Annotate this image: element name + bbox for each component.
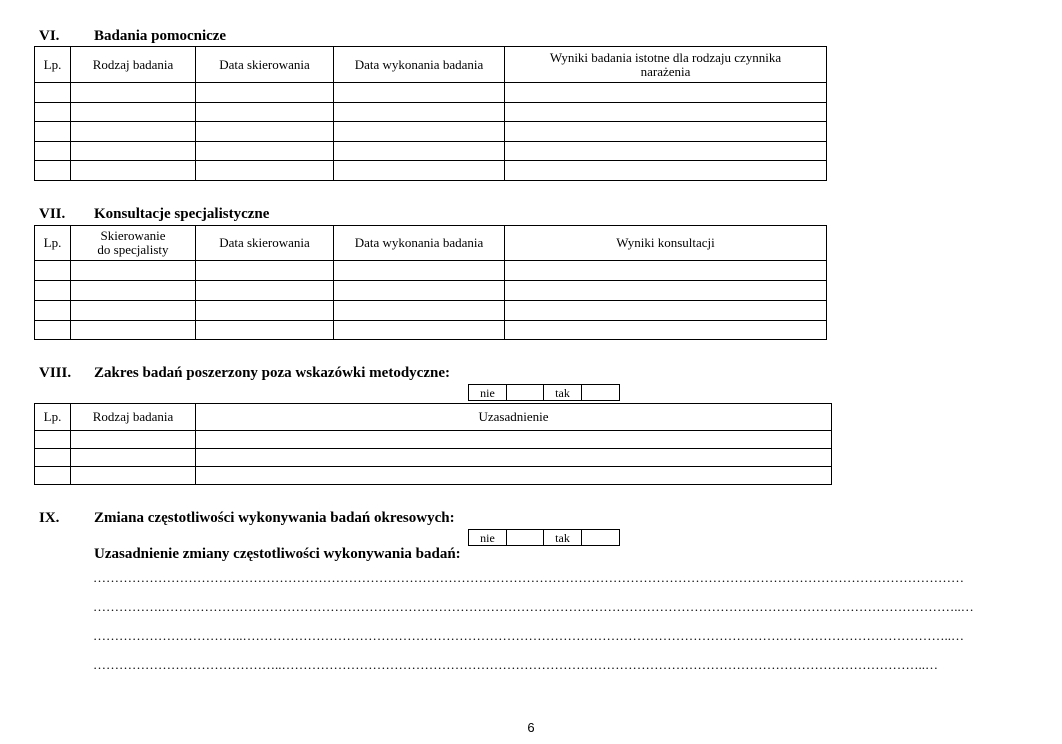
table-header-row xyxy=(35,47,827,83)
table-cell[interactable] xyxy=(71,467,196,485)
table-cell[interactable] xyxy=(334,122,505,142)
choice-no-label: nie xyxy=(469,530,507,546)
dotted-line-3[interactable]: ……………………………..………………………………………………………………………………………………………………………………………………..… xyxy=(93,628,964,643)
table-cell[interactable] xyxy=(196,301,334,321)
table-row xyxy=(35,122,827,142)
table-cell[interactable] xyxy=(334,321,505,340)
table-cell[interactable] xyxy=(71,449,196,467)
table-cell[interactable] xyxy=(35,281,71,301)
table-row xyxy=(35,449,832,467)
header-referral-date: Data skierowania xyxy=(196,226,334,261)
choice-no-label: nie xyxy=(469,385,507,401)
table-row xyxy=(35,467,832,485)
dotted-line-2[interactable]: …………….…………………………………………………………………………………………………………………………………………………………………..… xyxy=(93,599,974,614)
table-cell[interactable] xyxy=(71,281,196,301)
table-cell[interactable] xyxy=(196,467,832,485)
table-row xyxy=(35,103,827,122)
table-cell[interactable] xyxy=(505,83,827,103)
header-results: Wyniki badania istotne dla rodzaju czynnika narażenia xyxy=(505,47,827,83)
table-cell[interactable] xyxy=(334,161,505,181)
table-cell[interactable] xyxy=(35,83,71,103)
header-test-type: Rodzaj badania xyxy=(71,47,196,83)
table-cell[interactable] xyxy=(334,103,505,122)
table-cell[interactable] xyxy=(35,431,71,449)
table-cell[interactable] xyxy=(505,281,827,301)
table-cell[interactable] xyxy=(334,83,505,103)
extended-scope-table xyxy=(34,403,832,485)
choice-no-checkbox[interactable] xyxy=(507,530,544,546)
table-cell[interactable] xyxy=(35,103,71,122)
table-cell[interactable] xyxy=(35,449,71,467)
table-row xyxy=(35,321,827,340)
table-row xyxy=(35,142,827,161)
table-cell[interactable] xyxy=(71,321,196,340)
section-8-heading xyxy=(39,364,519,382)
table-cell[interactable] xyxy=(505,321,827,340)
table-cell[interactable] xyxy=(35,301,71,321)
table-cell[interactable] xyxy=(196,122,334,142)
table-cell[interactable] xyxy=(196,261,334,281)
section-7-number: VII. xyxy=(39,206,66,222)
section-6-number: VI. xyxy=(39,28,60,44)
auxiliary-tests-table xyxy=(34,46,827,181)
table-cell[interactable] xyxy=(334,261,505,281)
header-specialist-referral: Skierowanie do specjalisty xyxy=(71,226,196,261)
header-execution-date: Data wykonania badania xyxy=(334,226,505,261)
table-cell[interactable] xyxy=(35,161,71,181)
table-cell[interactable] xyxy=(505,142,827,161)
choice-yes-label: tak xyxy=(544,530,582,546)
section-9-title: Zmiana częstotliwości wykonywania badań okresowych: xyxy=(94,510,455,526)
header-justification: Uzasadnienie xyxy=(196,404,832,431)
table-cell[interactable] xyxy=(505,103,827,122)
table-cell[interactable] xyxy=(71,261,196,281)
choice-yes-checkbox[interactable] xyxy=(582,385,620,401)
table-cell[interactable] xyxy=(334,142,505,161)
table-cell[interactable] xyxy=(505,261,827,281)
choice-yes-label: tak xyxy=(544,385,582,401)
table-cell[interactable] xyxy=(196,83,334,103)
section-7-title: Konsultacje specjalistyczne xyxy=(94,206,270,222)
header-lp: Lp. xyxy=(35,226,71,261)
header-referral-date: Data skierowania xyxy=(196,47,334,83)
table-row xyxy=(35,431,832,449)
table-row xyxy=(35,301,827,321)
header-lp: Lp. xyxy=(35,47,71,83)
dotted-line-1[interactable]: ………………………………………………………………………………………………………………………………………………………………………………… xyxy=(93,570,964,585)
section-9-heading xyxy=(39,509,519,527)
table-cell[interactable] xyxy=(334,301,505,321)
table-cell[interactable] xyxy=(35,261,71,281)
header-execution-date: Data wykonania badania xyxy=(334,47,505,83)
header-consultation-results: Wyniki konsultacji xyxy=(505,226,827,261)
section-6-heading xyxy=(39,27,439,45)
frequency-justification-label: Uzasadnienie zmiany częstotliwości wykonywania badań: xyxy=(94,546,461,562)
page-number: 6 xyxy=(527,720,535,735)
table-cell[interactable] xyxy=(35,321,71,340)
choice-no-checkbox[interactable] xyxy=(507,385,544,401)
section-7-heading xyxy=(39,205,439,223)
table-cell[interactable] xyxy=(196,281,334,301)
table-cell[interactable] xyxy=(196,449,832,467)
table-header-row xyxy=(35,404,832,431)
table-cell[interactable] xyxy=(505,122,827,142)
table-cell[interactable] xyxy=(71,161,196,181)
header-lp: Lp. xyxy=(35,404,71,431)
extended-scope-choice xyxy=(468,384,620,401)
table-cell[interactable] xyxy=(196,161,334,181)
table-cell[interactable] xyxy=(196,321,334,340)
table-cell[interactable] xyxy=(71,103,196,122)
table-row xyxy=(35,281,827,301)
table-cell[interactable] xyxy=(196,431,832,449)
section-8-number: VIII. xyxy=(39,365,72,381)
table-cell[interactable] xyxy=(71,431,196,449)
specialist-consultations-table xyxy=(34,225,827,340)
table-cell[interactable] xyxy=(35,122,71,142)
table-row xyxy=(35,83,827,103)
table-row xyxy=(35,161,827,181)
table-cell[interactable] xyxy=(71,122,196,142)
table-cell[interactable] xyxy=(334,281,505,301)
table-cell[interactable] xyxy=(505,161,827,181)
table-cell[interactable] xyxy=(35,467,71,485)
table-header-row xyxy=(35,226,827,261)
frequency-change-choice xyxy=(468,529,620,546)
table-cell[interactable] xyxy=(196,142,334,161)
section-6-title: Badania pomocnicze xyxy=(94,28,227,44)
section-8-title: Zakres badań poszerzony poza wskazówki metodyczne: xyxy=(94,365,450,381)
table-cell[interactable] xyxy=(35,142,71,161)
header-test-type: Rodzaj badania xyxy=(71,404,196,431)
table-cell[interactable] xyxy=(71,142,196,161)
table-cell[interactable] xyxy=(505,301,827,321)
choice-yes-checkbox[interactable] xyxy=(582,530,620,546)
table-cell[interactable] xyxy=(71,83,196,103)
dotted-line-4[interactable]: ……………………………………..…………………………………………………………………………………………………………………………………..… xyxy=(93,657,938,672)
section-9-number: IX. xyxy=(39,510,60,526)
table-cell[interactable] xyxy=(71,301,196,321)
table-row xyxy=(35,261,827,281)
table-cell[interactable] xyxy=(196,103,334,122)
